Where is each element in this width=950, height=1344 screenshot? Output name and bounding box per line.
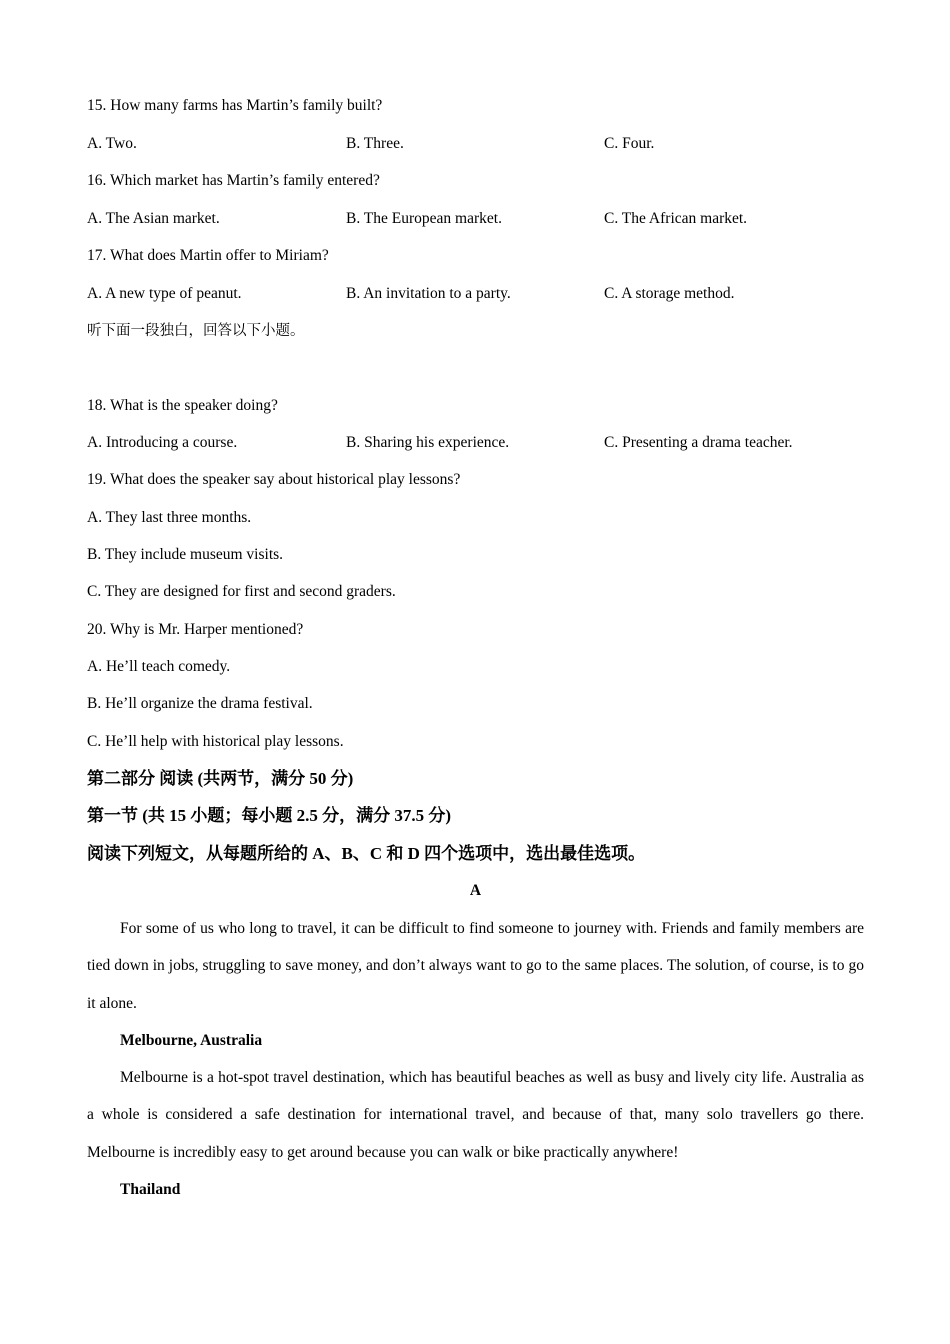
question-19-option-b: B. They include museum visits.: [87, 546, 284, 563]
question-15-option-b: B. Three.: [346, 135, 404, 152]
reading-part-title: 第二部分 阅读 (共两节，满分 50 分): [87, 769, 354, 788]
question-17-stem: 17. What does Martin offer to Miriam?: [87, 247, 329, 264]
passage-paragraph-melbourne: Melbourne is a hot-spot travel destination, which has beautiful beaches as well as busy and lively city life. Australia as a whole is considered a safe destination for international travel, and because of that, many solo travellers go there. Melbourne is incredibly easy to get around because you can walk or bike practically anywhere!: [87, 1069, 864, 1161]
question-17-option-c: C. A storage method.: [604, 285, 735, 302]
question-18-option-a: A. Introducing a course.: [87, 434, 238, 451]
question-19-option-c: C. They are designed for first and second graders.: [87, 583, 396, 600]
monologue-instruction: 听下面一段独白，回答以下小题。: [87, 323, 305, 339]
passage-intro: For some of us who long to travel, it can be difficult to find someone to journey with. Friends and family members are tied down in jobs, struggling to save money, and don’t always want to go to the same places. The solution, of course, is to go it alone.: [87, 920, 864, 1012]
question-20-option-b: B. He’ll organize the drama festival.: [87, 695, 313, 712]
reading-section-title: 第一节 (共 15 小题；每小题 2.5 分，满分 37.5 分): [87, 806, 452, 825]
question-20-option-a: A. He’ll teach comedy.: [87, 658, 231, 675]
question-18-option-b: B. Sharing his experience.: [346, 434, 510, 451]
passage-subhead-melbourne: Melbourne, Australia: [120, 1032, 263, 1049]
question-18-option-c: C. Presenting a drama teacher.: [604, 434, 793, 451]
question-20-option-c: C. He’ll help with historical play lessons.: [87, 733, 344, 750]
question-20-stem: 20. Why is Mr. Harper mentioned?: [87, 621, 304, 638]
question-16-option-b: B. The European market.: [346, 210, 502, 227]
question-16-stem: 16. Which market has Martin’s family entered?: [87, 172, 380, 189]
question-16-option-c: C. The African market.: [604, 210, 748, 227]
question-15-option-a: A. Two.: [87, 135, 137, 152]
question-17-option-a: A. A new type of peanut.: [87, 285, 242, 302]
passage-title: A: [469, 882, 482, 899]
question-18-stem: 18. What is the speaker doing?: [87, 397, 278, 414]
question-19-stem: 19. What does the speaker say about historical play lessons?: [87, 471, 461, 488]
question-19-option-a: A. They last three months.: [87, 509, 252, 526]
question-17-option-b: B. An invitation to a party.: [346, 285, 511, 302]
passage-subhead-thailand: Thailand: [120, 1181, 181, 1198]
question-15-stem: 15. How many farms has Martin’s family built?: [87, 97, 383, 114]
reading-instruction: 阅读下列短文，从每题所给的 A、B、C 和 D 四个选项中，选出最佳选项。: [87, 844, 646, 863]
question-16-option-a: A. The Asian market.: [87, 210, 220, 227]
question-15-option-c: C. Four.: [604, 135, 655, 152]
